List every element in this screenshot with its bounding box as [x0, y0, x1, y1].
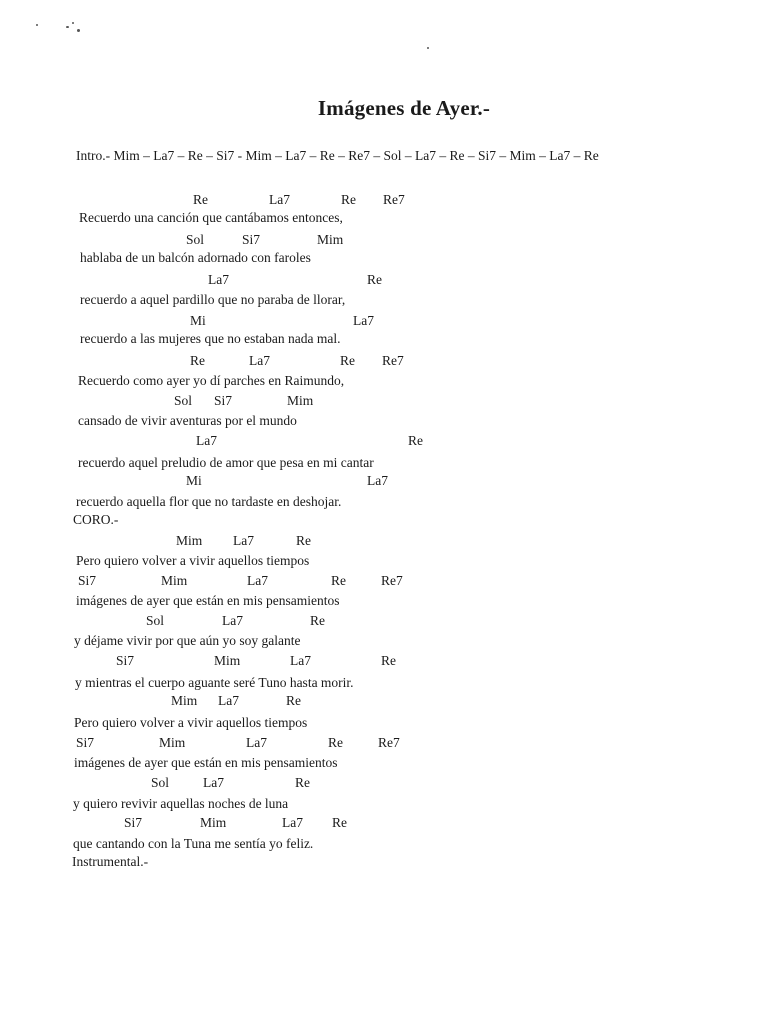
chord-label: Mim — [317, 232, 344, 247]
lyric-line: que cantando con la Tuna me sentía yo feliz. — [73, 836, 314, 851]
lyric-line: Pero quiero volver a vivir aquellos tiempos — [74, 715, 308, 730]
chord-label: Si7 — [78, 573, 97, 588]
chord-label: Re7 — [381, 573, 403, 588]
lyric-line: y mientras el cuerpo aguante seré Tuno hasta morir. — [75, 675, 354, 690]
chord-label: Re — [341, 192, 356, 207]
chord-label: La7 — [222, 613, 243, 628]
chord-label: La7 — [247, 573, 268, 588]
chord-label: Re — [408, 433, 423, 448]
chord-label: Re — [381, 653, 396, 668]
chord-label: La7 — [218, 693, 239, 708]
chord-label: Re7 — [378, 735, 400, 750]
lyric-line: recuerdo a las mujeres que no estaban nada mal. — [80, 331, 341, 346]
chord-label: Re — [310, 613, 325, 628]
chord-label: Si7 — [242, 232, 261, 247]
chord-label: Re7 — [383, 192, 405, 207]
chord-label: La7 — [246, 735, 267, 750]
chord-label: Mim — [176, 533, 203, 548]
chord-label: Mim — [214, 653, 241, 668]
lyric-line: recuerdo aquella flor que no tardaste en deshojar. — [76, 494, 342, 509]
chord-label: Re — [332, 815, 347, 830]
chord-label: Re — [190, 353, 205, 368]
chord-label: Mim — [200, 815, 227, 830]
lyric-line: Pero quiero volver a vivir aquellos tiempos — [76, 553, 310, 568]
chord-label: La7 — [269, 192, 290, 207]
chord-label: Re — [193, 192, 208, 207]
chord-label: Re — [328, 735, 343, 750]
chord-label: Si7 — [124, 815, 143, 830]
scan-speck — [36, 24, 38, 26]
chord-label: La7 — [353, 313, 374, 328]
chord-label: La7 — [208, 272, 229, 287]
chord-label: Sol — [174, 393, 193, 408]
lyric-line: Recuerdo como ayer yo dí parches en Raimundo, — [78, 373, 345, 388]
chord-label: Si7 — [76, 735, 95, 750]
chord-label: Re7 — [382, 353, 404, 368]
chord-label: Re — [296, 533, 311, 548]
chord-label: Sol — [146, 613, 165, 628]
chord-label: Re — [367, 272, 382, 287]
chord-label: Re — [286, 693, 301, 708]
chord-label: La7 — [282, 815, 303, 830]
scan-speck — [77, 29, 80, 32]
lyric-line: recuerdo aquel preludio de amor que pesa en mi cantar — [78, 455, 374, 470]
chord-label: Mim — [171, 693, 198, 708]
chord-label: La7 — [233, 533, 254, 548]
chord-label: Re — [295, 775, 310, 790]
chord-label: Si7 — [116, 653, 135, 668]
chord-label: Si7 — [214, 393, 233, 408]
chord-label: Re — [340, 353, 355, 368]
section-label: Instrumental.- — [72, 854, 149, 869]
lyric-line: hablaba de un balcón adornado con faroles — [80, 250, 311, 265]
chord-label: Mim — [159, 735, 186, 750]
lyric-line: imágenes de ayer que están en mis pensamientos — [74, 755, 338, 770]
lyric-line: Recuerdo una canción que cantábamos entonces, — [79, 210, 343, 225]
chord-label: Mim — [161, 573, 188, 588]
lyric-line: y déjame vivir por que aún yo soy galante — [74, 633, 301, 648]
chord-label: La7 — [290, 653, 311, 668]
lyric-line: recuerdo a aquel pardillo que no paraba de llorar, — [80, 292, 346, 307]
chord-label: Sol — [151, 775, 170, 790]
chord-label: Re — [331, 573, 346, 588]
chord-label: Sol — [186, 232, 205, 247]
lyric-line: y quiero revivir aquellas noches de luna — [73, 796, 289, 811]
chord-label: Mim — [287, 393, 314, 408]
scan-speck — [427, 47, 429, 49]
intro-chords: Intro.- Mim – La7 – Re – Si7 - Mim – La7 – Re – Re7 – Sol – La7 – Re – Si7 – Mim – La7 – Re — [76, 148, 599, 163]
chord-label: La7 — [203, 775, 224, 790]
chord-label: Mi — [190, 313, 206, 328]
chord-label: La7 — [367, 473, 388, 488]
lyric-line: cansado de vivir aventuras por el mundo — [78, 413, 297, 428]
chord-label: La7 — [196, 433, 217, 448]
section-label: CORO.- — [73, 512, 119, 527]
scan-speck — [66, 26, 69, 28]
lyric-line: imágenes de ayer que están en mis pensamientos — [76, 593, 340, 608]
chord-label: La7 — [249, 353, 270, 368]
scan-speck — [72, 22, 74, 24]
chord-label: Mi — [186, 473, 202, 488]
song-title: Imágenes de Ayer.- — [317, 96, 491, 120]
